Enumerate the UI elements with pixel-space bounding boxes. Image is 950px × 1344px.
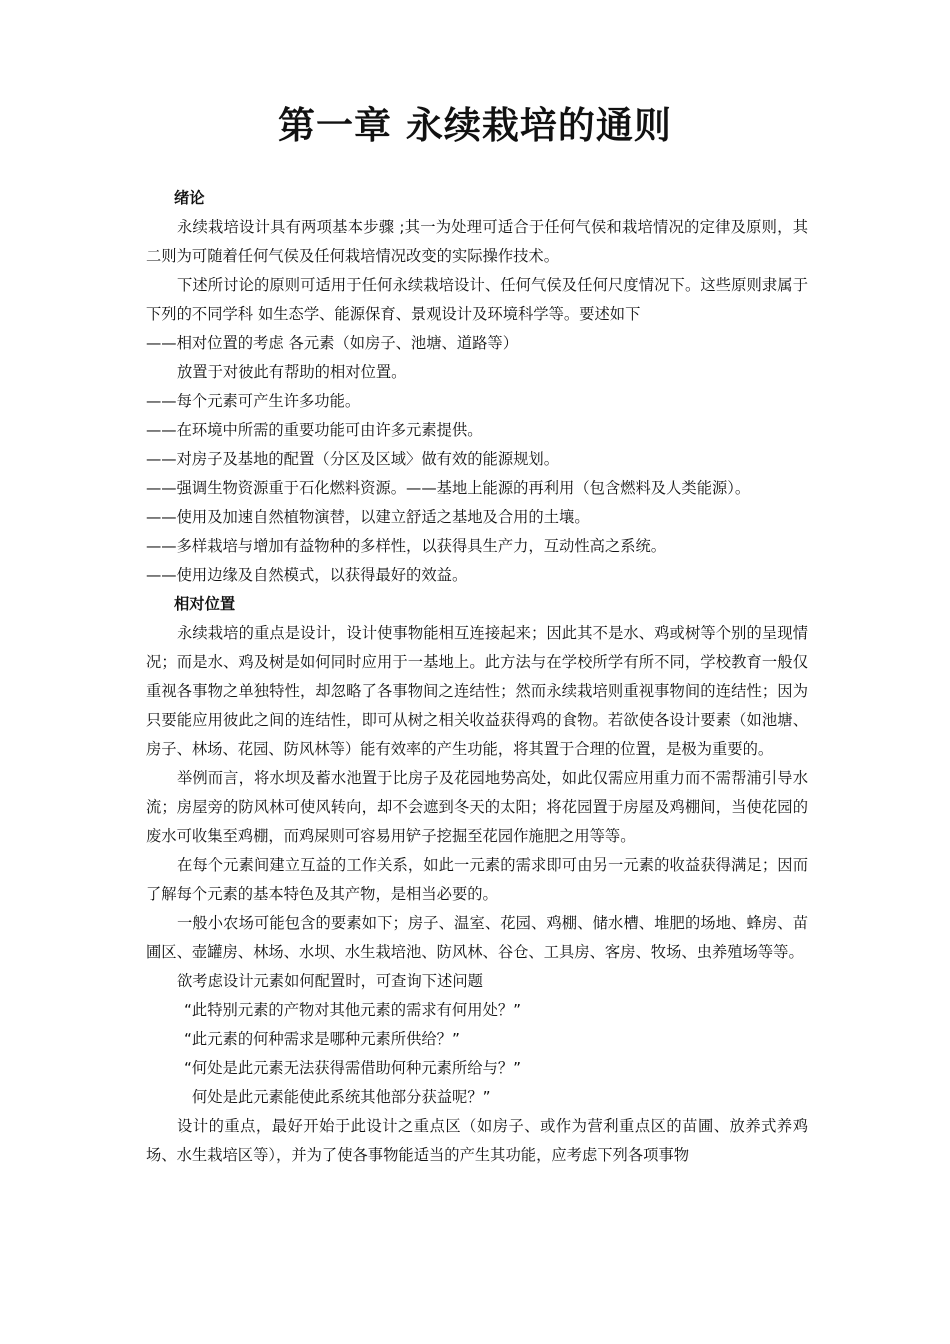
paragraph: 下述所讨论的原则可适用于任何永续栽培设计、任何气侯及任何尺度情况下。这些原则隶属于下列的不同学科 如生态学、能源保育、景观设计及环境科学等。要述如下 xyxy=(146,276,808,323)
paragraph: 设计的重点，最好开始于此设计之重点区（如房子、或作为营利重点区的苗圃、放养式养鸡场、水生栽培区等），并为了使各事物能适当的产生其功能，应考虑下列各项事物 xyxy=(146,1117,808,1164)
paragraph: 欲考虑设计元素如何配置时，可查询下述问题 xyxy=(177,972,483,990)
paragraph: 永续栽培设计具有两项基本步骤 ;其一为处理可适合于任何气侯和栽培情况的定律及原则，其二则为可随着任何气侯及任何栽培情况改变的实际操作技术。 xyxy=(146,218,808,265)
chapter-title: 第一章 永续栽培的通则 xyxy=(278,104,672,147)
question-line: “何处是此元素无法获得需借助何种元素所给与？” xyxy=(184,1059,522,1077)
question-line: “此特别元素的产物对其他元素的需求有何用处？” xyxy=(184,1001,522,1019)
list-item: ——多样栽培与增加有益物种的多样性，以获得具生产力，互动性高之系统。 xyxy=(146,537,667,555)
list-item: ——对房子及基地的配置（分区及区域〉做有效的能源规划。 xyxy=(146,450,560,468)
list-item: ——使用及加速自然植物演替，以建立舒适之基地及合用的土壤。 xyxy=(146,508,590,526)
document-body xyxy=(146,184,808,1170)
paragraph: 一般小农场可能包含的要素如下；房子、温室、花园、鸡棚、储水槽、堆肥的场地、蜂房、苗圃区、壶罐房、林场、水坝、水生栽培池、防风林、谷仓、工具房、客房、牧场、虫养殖场等等。 xyxy=(146,914,808,961)
list-item-continuation: 放置于对彼此有帮助的相对位置。 xyxy=(177,363,407,381)
paragraph: 永续栽培的重点是设计，设计使事物能相互连接起来；因此其不是水、鸡或树等个别的呈现情况；而是水、鸡及树是如何同时应用于一基地上。此方法与在学校所学有所不同，学校教育一般仅重视各事物之单独特性，却忽略了各事物间之连结性；然而永续栽培则重视事物间的连结性；因为只要能应用彼此之间的连结性，即可从树之相关收益获得鸡的食物。若欲使各设计要素（如池塘、房子、林场、花园、防风林等）能有效率的产生功能，将其置于合理的位置，是极为重要的。 xyxy=(146,624,808,758)
section-heading: 相对位置 xyxy=(174,595,236,613)
section-heading: 绪论 xyxy=(174,189,205,207)
question-line: “此元素的何种需求是哪种元素所供给？” xyxy=(184,1030,460,1048)
list-item: ——在环境中所需的重要功能可由许多元素提供。 xyxy=(146,421,483,439)
list-item: ——使用边缘及自然模式，以获得最好的效益。 xyxy=(146,566,468,584)
list-item: ——强调生物资源重于石化燃料资源。——基地上能源的再利用（包含燃料及人类能源）。 xyxy=(146,479,751,497)
paragraph: 在每个元素间建立互益的工作关系，如此一元素的需求即可由另一元素的收益获得满足；因而了解每个元素的基本特色及其产物，是相当必要的。 xyxy=(146,856,808,903)
list-item: ——每个元素可产生许多功能。 xyxy=(146,392,361,410)
list-item: ——相对位置的考虑 各元素（如房子、池塘、道路等） xyxy=(146,334,518,352)
paragraph: 举例而言，将水坝及蓄水池置于比房子及花园地势高处，如此仅需应用重力而不需帮浦引导水流；房屋旁的防风林可使风转向，却不会遮到冬天的太阳；将花园置于房屋及鸡棚间，当使花园的废水可收集至鸡棚，而鸡屎则可容易用铲子挖掘至花园作施肥之用等等。 xyxy=(146,769,808,845)
question-line: 何处是此元素能使此系统其他部分获益呢？” xyxy=(192,1088,491,1106)
